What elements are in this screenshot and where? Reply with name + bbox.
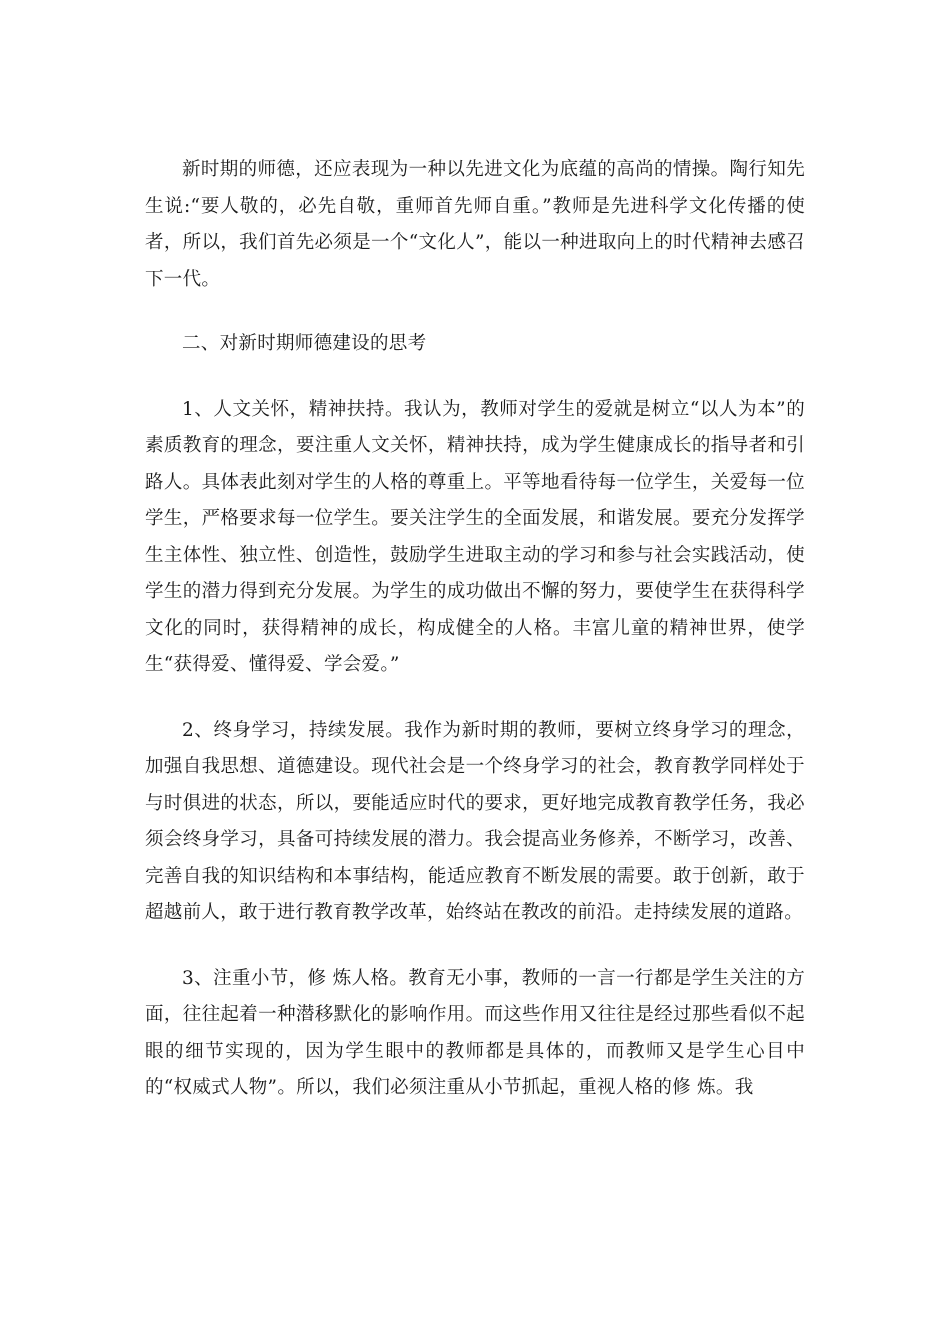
section-heading: 二、对新时期师德建设的思考 [182, 333, 427, 354]
paragraph-point-1: 1、人文关怀，精神扶持。我认为，教师对学生的爱就是树立“以人为本”的素质教育的理念，要注重人文关怀，精神扶持，成为学生健康成长的指导者和引路人。具体表此刻对学生的人格的尊重上。平等地看待每一位学生，关爱每一位学生，严格要求每一位学生。要关注学生的全面发展，和谐发展。要充分发挥学生主体性、独立性、创造性，鼓励学生进取主动的学习和参与社会实践活动，使学生的潜力得到充分发展。为学生的成功做出不懈的努力，要使学生在获得科学文化的同时，获得精神的成长，构成健全的人格。丰富儿童的精神世界，使学生“获得爱、懂得爱、学会爱。” [145, 398, 805, 675]
paragraph-point-3: 3、注重小节，修 炼人格。教育无小事，教师的一言一行都是学生关注的方面，往往起着一种潜移默化的影响作用。而这些作用又往往是经过那些看似不起眼的细节实现的，因为学生眼中的教师都是具体的，而教师又是学生心目中的“权威式人物”。所以，我们必须注重从小节抓起，重视人格的修 炼。我 [145, 967, 805, 1098]
document-body [145, 152, 805, 1107]
paragraph-teacher-ethics-culture: 新时期的师德，还应表现为一种以先进文化为底蕴的高尚的情操。陶行知先生说:“要人敬的，必先自敬，重师首先师自重。”教师是先进科学文化传播的使者，所以，我们首先必须是一个“文化人”，能以一种进取向上的时代精神去感召下一代。 [145, 159, 805, 290]
paragraph-point-2: 2、终身学习，持续发展。我作为新时期的教师，要树立终身学习的理念，加强自我思想、道德建设。现代社会是一个终身学习的社会，教育教学同样处于与时俱进的状态，所以，要能适应时代的要求，更好地完成教育教学任务，我必须会终身学习，具备可持续发展的潜力。我会提高业务修养，不断学习，改善、完善自我的知识结构和本事结构，能适应教育不断发展的需要。敢于创新，敢于超越前人，敢于进行教育教学改革，始终站在教改的前沿。走持续发展的道路。 [145, 719, 805, 923]
